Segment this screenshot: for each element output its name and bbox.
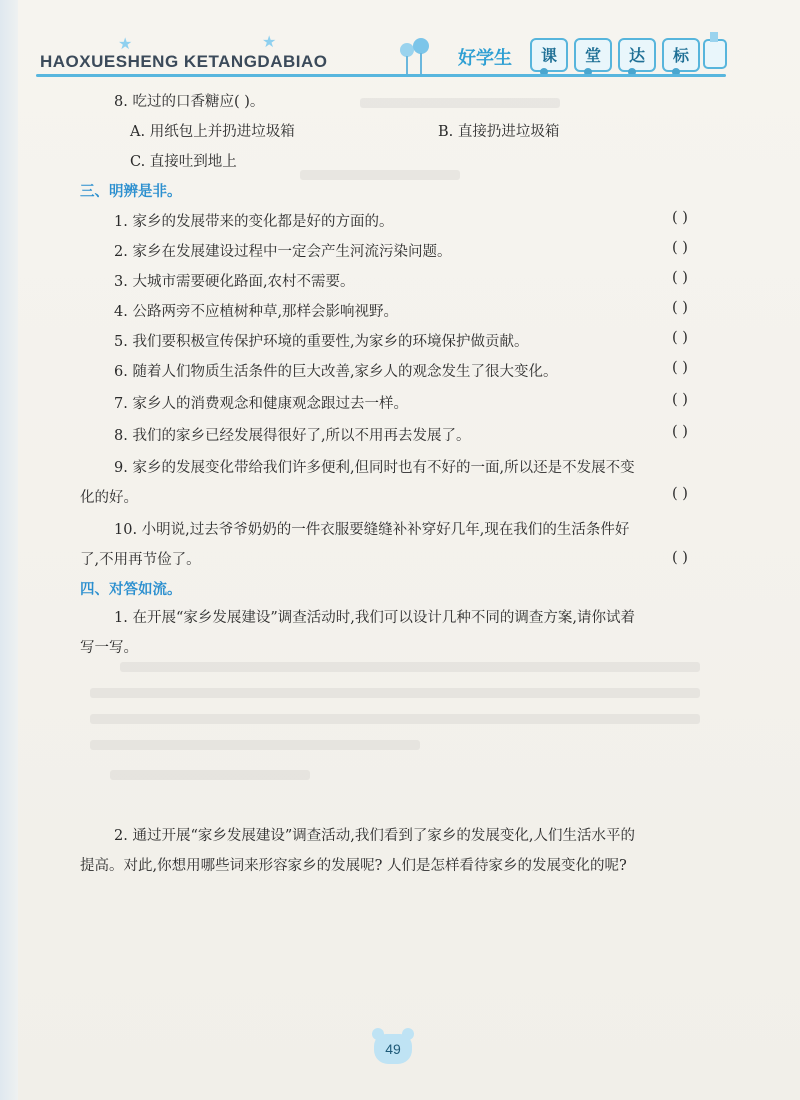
star-icon: ★ [118,34,133,53]
true-false-item-9-line2: 化的好。 [80,490,138,506]
header-title: 好学生 [458,48,512,69]
section-4-title: 四、对答如流。 [80,582,182,598]
true-false-item-7: 7. 家乡人的消费观念和健康观念跟过去一样。 [114,396,408,412]
train-car-3: 达 [618,38,656,72]
page-number: 49 [374,1034,412,1064]
star-icon: ★ [262,32,277,51]
question-8-option-a: A. 用纸包上并扔进垃圾箱 [130,124,295,140]
true-false-item-10-line1: 10. 小明说,过去爷爷奶奶的一件衣服要缝缝补补穿好几年,现在我们的生活条件好 [114,522,630,538]
train-car-2: 堂 [574,38,612,72]
train-car-1: 课 [530,38,568,72]
section-3-title: 三、明辨是非。 [80,184,182,200]
train-car-4: 标 [662,38,700,72]
answer-paren-8[interactable]: ( ) [672,424,688,440]
answer-area-1[interactable] [80,664,720,814]
bleed-through [300,170,460,180]
open-question-2-line2: 提高。对此,你想用哪些词来形容家乡的发展呢? 人们是怎样看待家乡的发展变化的呢? [80,858,627,874]
true-false-item-10-line2: 了,不用再节俭了。 [80,552,201,568]
question-8-stem: 8. 吃过的口香糖应( )。 [114,94,265,110]
true-false-item-4: 4. 公路两旁不应植树种草,那样会影响视野。 [114,304,399,320]
bleed-through [360,98,560,108]
answer-paren-5[interactable]: ( ) [672,330,688,346]
answer-paren-7[interactable]: ( ) [672,392,688,408]
answer-paren-2[interactable]: ( ) [672,240,688,256]
train-engine-icon [702,30,730,74]
true-false-item-5: 5. 我们要积极宣传保护环境的重要性,为家乡的环境保护做贡献。 [114,334,529,350]
question-8-option-b: B. 直接扔进垃圾箱 [438,124,560,140]
answer-paren-9[interactable]: ( ) [672,486,688,502]
open-question-1-line2: 写一写。 [80,640,138,656]
true-false-item-9-line1: 9. 家乡的发展变化带给我们许多便利,但同时也有不好的一面,所以还是不发展不变 [114,460,635,476]
open-question-1-line1: 1. 在开展“家乡发展建设”调查活动时,我们可以设计几种不同的调查方案,请你试着 [114,610,635,626]
header-latin-title: HAOXUESHENG KETANGDABIAO [40,52,328,71]
answer-paren-3[interactable]: ( ) [672,270,688,286]
true-false-item-8: 8. 我们的家乡已经发展得很好了,所以不用再去发展了。 [114,428,471,444]
question-8-option-c: C. 直接吐到地上 [130,154,237,170]
lollipop-icon [395,36,431,76]
answer-paren-1[interactable]: ( ) [672,210,688,226]
page-edge [0,0,18,1100]
open-question-2-line1: 2. 通过开展“家乡发展建设”调查活动,我们看到了家乡的发展变化,人们生活水平的 [114,828,635,844]
header-divider [36,74,726,77]
answer-paren-10[interactable]: ( ) [672,550,688,566]
true-false-item-3: 3. 大城市需要硬化路面,农村不需要。 [114,274,355,290]
answer-area-2[interactable] [80,884,720,1014]
true-false-item-6: 6. 随着人们物质生活条件的巨大改善,家乡人的观念发生了很大变化。 [114,364,558,380]
answer-paren-4[interactable]: ( ) [672,300,688,316]
answer-paren-6[interactable]: ( ) [672,360,688,376]
true-false-item-1: 1. 家乡的发展带来的变化都是好的方面的。 [114,214,394,230]
true-false-item-2: 2. 家乡在发展建设过程中一定会产生河流污染问题。 [114,244,452,260]
